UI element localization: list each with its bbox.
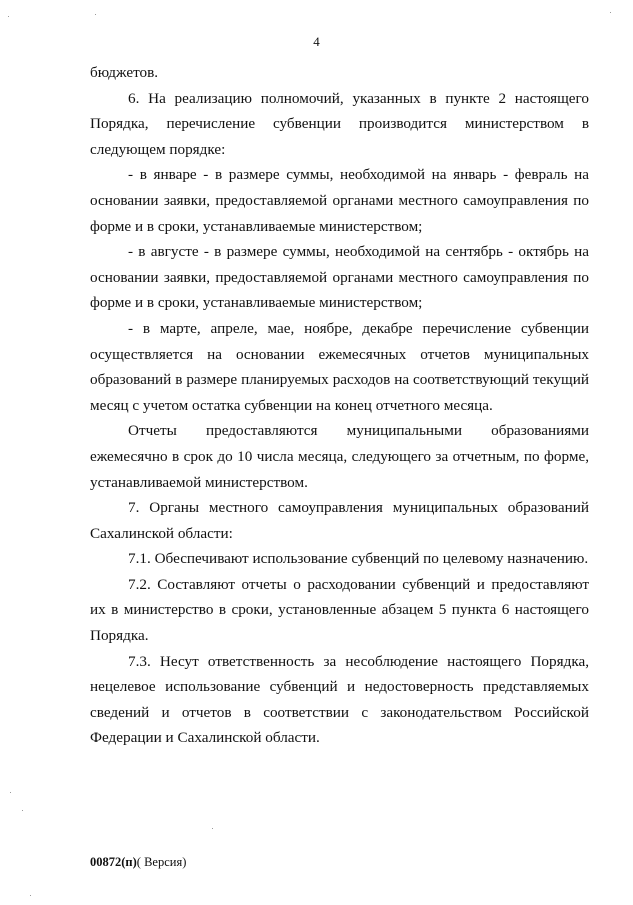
paragraph-august: - в августе - в размере суммы, необходимой на сентябрь - октябрь на основании заявки, предоставляемой органами местного самоуправления по форме и в сроки, устанавливаемые министерством;: [90, 243, 589, 312]
scan-speck: [22, 810, 23, 811]
document-code: 00872(п): [90, 855, 137, 869]
paragraph-continuation: бюджетов.: [90, 64, 159, 81]
paragraph-item-6: 6. На реализацию полномочий, указанных в пункте 2 настоящего Порядка, перечисление субвенции производится министерством в следующем порядке:: [90, 89, 589, 158]
scan-speck: [30, 895, 31, 896]
paragraph-monthly: - в марте, апреле, мае, ноябре, декабре перечисление субвенции осуществляется на основании ежемесячных отчетов муниципальных образований в размере планируемых расходов на соответствующий текущий месяц с учетом остатка субвенции на конец отчетного месяца.: [90, 319, 589, 414]
document-version: ( Версия): [136, 855, 187, 869]
scan-speck: [95, 14, 96, 15]
paragraph-item-7-1: 7.1. Обеспечивают использование субвенций по целевому назначению.: [128, 550, 589, 568]
paragraph-january: - в январе - в размере суммы, необходимой на январь - февраль на основании заявки, предоставляемой органами местного самоуправления по форме и в сроки, устанавливаемые министерством;: [90, 166, 589, 235]
scan-speck: [212, 828, 213, 829]
scan-speck: [8, 16, 9, 17]
page-number: 4: [313, 34, 320, 49]
scan-speck: [10, 792, 11, 793]
scan-speck: [610, 12, 611, 13]
paragraph-item-7: 7. Органы местного самоуправления муниципальных образований Сахалинской области:: [90, 499, 589, 542]
document-footer: [90, 855, 186, 870]
paragraph-item-7-3: 7.3. Несут ответственность за несоблюдение настоящего Порядка, нецелевое использование субвенций и недостоверность представляемых сведений и отчетов в соответствии с законодательством Российской Федерации и Сахалинской области.: [90, 652, 589, 747]
paragraph-item-7-2: 7.2. Составляют отчеты о расходовании субвенций и предоставляют их в министерство в сроки, установленные абзацем 5 пункта 6 настоящего Порядка.: [90, 575, 589, 645]
paragraph-reports: Отчеты предоставляются муниципальными образованиями ежемесячно в срок до 10 числа месяца, следующего за отчетным, по форме, устанавливаемой министерством.: [90, 422, 589, 491]
document-body: [90, 60, 589, 751]
